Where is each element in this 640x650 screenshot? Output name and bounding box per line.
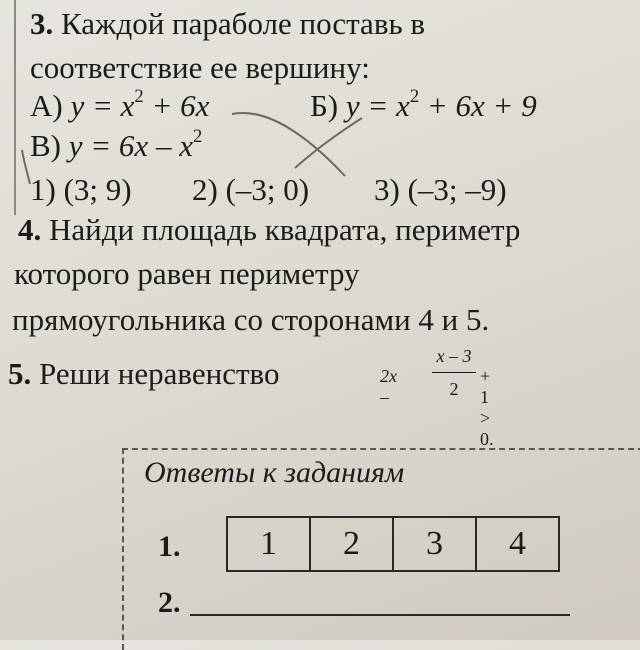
option-v-label: В) [30, 128, 61, 163]
answer-grid [226, 516, 560, 572]
fraction-denominator: 2 [449, 379, 459, 399]
task4-line3: прямоугольника со сторонами 4 и 5. [12, 302, 490, 337]
answer-row2-blank[interactable] [190, 614, 570, 616]
option-b-tail: + 6x + 9 [419, 88, 537, 123]
vertex-1: 1) (3; 9) [30, 172, 132, 207]
pencil-line-v [22, 150, 30, 184]
pencil-line-a [232, 113, 345, 176]
task5-number: 5. [8, 356, 32, 391]
task3-prompt-line2: соответствие ее вершину: [30, 50, 370, 85]
task4-line1 [18, 212, 520, 248]
task5-text: Реши неравенство [39, 356, 280, 391]
vertex-2: 2) (–3; 0) [192, 172, 310, 207]
task4-text: Найди площадь квадрата, периметр [49, 212, 521, 247]
task4-line2: которого равен периметру [14, 256, 360, 291]
task3-prompt-text: Каждой параболе поставь в [61, 6, 425, 41]
fraction-bar [432, 372, 476, 373]
answers-title: Ответы к заданиям [144, 456, 405, 489]
option-a-tail: + 6x [143, 88, 210, 123]
inequality-left: 2x – [380, 366, 397, 407]
option-b-exponent: 2 [409, 86, 420, 108]
option-b-expr: y = x [345, 88, 410, 123]
answer-cell[interactable]: 1 [228, 518, 311, 570]
answer-row1-label: 1. [158, 530, 181, 563]
fraction-numerator: x – 3 [436, 346, 472, 366]
answer-cell[interactable]: 4 [509, 525, 526, 562]
option-v-expr: y = 6x – x [68, 128, 193, 163]
option-a-exponent: 2 [134, 86, 144, 108]
answer-cell[interactable]: 2 [311, 518, 394, 570]
option-b-label: Б) [310, 88, 339, 123]
task4-number: 4. [18, 212, 42, 247]
answer-cell[interactable]: 3 [394, 518, 477, 570]
task3-number: 3. [30, 6, 54, 41]
option-v-exponent: 2 [192, 126, 203, 148]
vertex-3: 3) (–3; –9) [374, 172, 507, 207]
fraction [432, 346, 476, 400]
option-a-expr: y = x [70, 88, 135, 123]
answers-box [122, 448, 640, 650]
answer-row2-label: 2. [158, 586, 181, 619]
task5-line [8, 356, 279, 392]
inequality-right: + 1 > 0. [480, 366, 494, 449]
option-a-label: А) [30, 88, 63, 123]
